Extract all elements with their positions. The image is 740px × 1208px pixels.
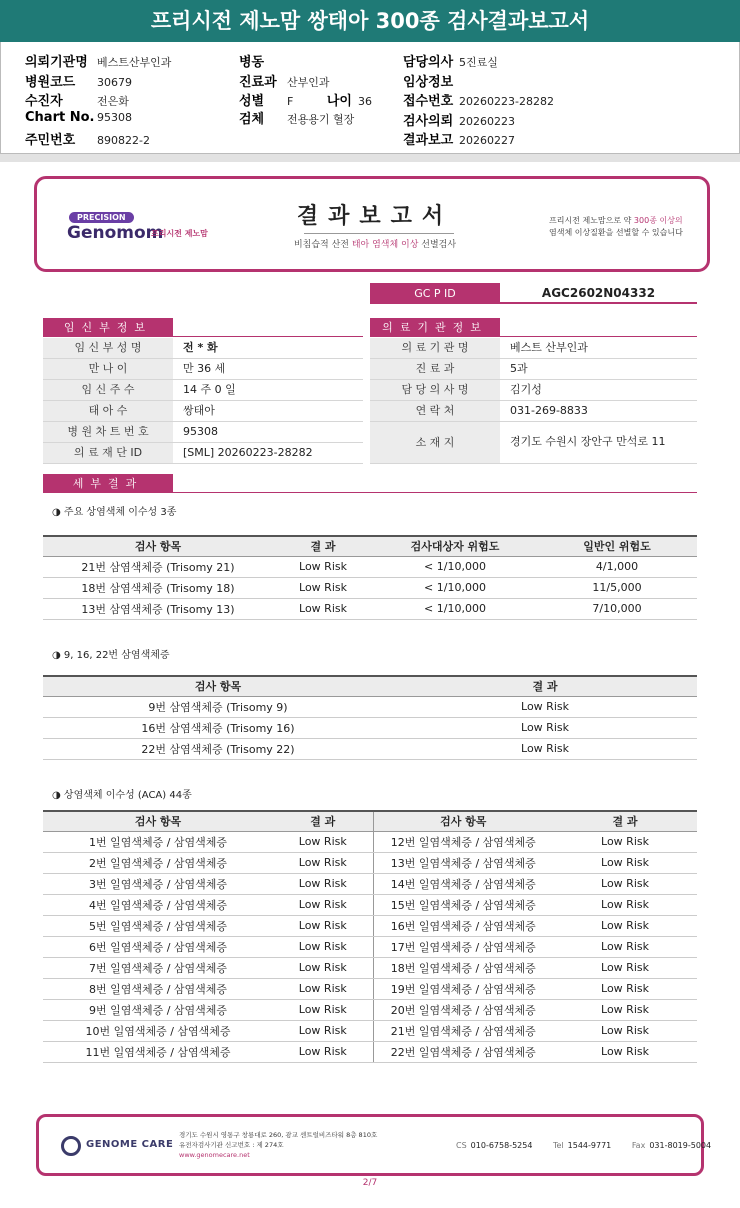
table-cell: Low Risk <box>273 915 373 936</box>
chart-no-value: 95308 <box>97 111 132 124</box>
table-cell: Low Risk <box>553 873 697 894</box>
table-cell: Low Risk <box>273 999 373 1020</box>
table-row <box>43 738 697 759</box>
table-row <box>43 936 697 957</box>
receipt-no-label: 접수번호 <box>403 94 454 109</box>
subtitle-post: 선별검사 <box>418 240 457 250</box>
table-cell: Low Risk <box>273 831 373 852</box>
fax-value: 031-8019-5004 <box>649 1141 712 1150</box>
patient-value: 전은화 <box>97 95 129 108</box>
info-key: 의 료 기 관 명 <box>370 338 500 358</box>
genome-care-logo: GENOME CARE <box>86 1139 174 1150</box>
title-divider <box>304 233 454 234</box>
table-cell: 4/1,000 <box>537 556 697 577</box>
table-row <box>43 696 697 717</box>
table-cell: 13번 삼염색체증 (Trisomy 13) <box>43 598 273 619</box>
table-row <box>43 894 697 915</box>
ward-row <box>239 51 287 70</box>
info-key: 만 나 이 <box>43 359 173 379</box>
tel-label: Tel <box>552 1141 564 1150</box>
footer-contact <box>456 1141 711 1150</box>
table-cell: 15번 일염색체증 / 삼염색체증 <box>373 894 553 915</box>
pregnant-info-heading: 임신부정보 <box>43 318 173 337</box>
col-result: 결 과 <box>273 536 373 556</box>
table-cell: 19번 일염색체증 / 삼염색체증 <box>373 978 553 999</box>
table-cell: 21번 삼염색체증 (Trisomy 21) <box>43 556 273 577</box>
table-cell: Low Risk <box>553 852 697 873</box>
table-cell: Low Risk <box>553 894 697 915</box>
hospital-code-value: 30679 <box>97 76 132 89</box>
section2-title: ◑ 9, 16, 22번 삼염색체증 <box>52 650 170 661</box>
table-cell: Low Risk <box>553 957 697 978</box>
table-cell: Low Risk <box>393 696 697 717</box>
info-value: [SML] 20260223-28282 <box>183 446 313 459</box>
info-value: 경기도 수원시 장안구 만석로 11 <box>510 435 666 448</box>
table-cell: 8번 일염색체증 / 삼염색체증 <box>43 978 273 999</box>
tagline-highlight: 300종 이상의 <box>633 216 683 225</box>
major-aneuploidy-table <box>43 535 697 620</box>
department-row <box>239 71 330 90</box>
pregnant-info-line <box>173 336 363 337</box>
table-cell: 7/10,000 <box>537 598 697 619</box>
sex-row <box>239 90 372 109</box>
department-label: 진료과 <box>239 75 277 90</box>
col-result-2: 결 과 <box>553 811 697 831</box>
medical-info-row <box>370 338 697 359</box>
specimen-value: 전용용기 혈장 <box>287 113 355 126</box>
table-cell: < 1/10,000 <box>373 556 537 577</box>
info-key: 병 원 차 트 번 호 <box>43 422 173 442</box>
precision-tag: PRECISION <box>69 212 134 223</box>
clinical-info-label: 임상정보 <box>403 75 454 90</box>
doctor-label: 담당의사 <box>403 55 454 70</box>
pregnant-info-row <box>43 380 363 401</box>
fax-label: Fax <box>631 1141 646 1150</box>
table-cell: Low Risk <box>393 738 697 759</box>
report-header-frame <box>34 176 710 272</box>
table-cell: Low Risk <box>273 556 373 577</box>
table-row <box>43 577 697 598</box>
info-value: 95308 <box>183 425 218 438</box>
report-title: 프리시전 제노맘 쌍태아 300종 검사결과보고서 <box>0 0 740 42</box>
pregnant-info-row <box>43 401 363 422</box>
table-cell: 7번 일염색체증 / 삼염색체증 <box>43 957 273 978</box>
tagline-line2: 염색체 이상질환을 선별할 수 있습니다 <box>549 228 683 237</box>
footer-frame <box>36 1114 712 1176</box>
chart-no-label: Chart No. <box>25 110 95 125</box>
info-key: 연 락 처 <box>370 401 500 421</box>
patient-row <box>25 90 129 109</box>
department-value: 산부인과 <box>287 76 330 89</box>
footer-address <box>179 1130 377 1160</box>
table-cell: 9번 일염색체증 / 삼염색체증 <box>43 999 273 1020</box>
info-key: 의 료 재 단 ID <box>43 443 173 463</box>
table-cell: 22번 일염색체증 / 삼염색체증 <box>373 1041 553 1062</box>
table-row <box>43 957 697 978</box>
table-row <box>43 852 697 873</box>
table-cell: < 1/10,000 <box>373 577 537 598</box>
col-test-item: 검사 항목 <box>43 811 273 831</box>
specimen-row <box>239 108 354 127</box>
cs-label: CS <box>456 1141 467 1150</box>
section3-title: ◑ 상염색체 이수성 (ACA) 44종 <box>52 790 192 801</box>
table-row <box>43 999 697 1020</box>
col-result: 결 과 <box>393 676 697 696</box>
clinical-info-row <box>403 71 459 90</box>
table-cell: 9번 삼염색체증 (Trisomy 9) <box>43 696 393 717</box>
table-row <box>43 831 697 852</box>
col-result: 결 과 <box>273 811 373 831</box>
genomom-logo-sub: 프리시전 제노맘 <box>151 229 208 238</box>
table-cell: 3번 일염색체증 / 삼염색체증 <box>43 873 273 894</box>
age-label: 나이 <box>326 94 352 109</box>
col-subject-risk: 검사대상자 위험도 <box>373 536 537 556</box>
sex-label: 성별 <box>239 94 265 109</box>
requested-row <box>403 110 515 129</box>
reported-label: 결과보고 <box>403 133 454 148</box>
table-cell: 16번 일염색체증 / 삼염색체증 <box>373 915 553 936</box>
divider-band <box>0 154 740 162</box>
table-row <box>43 915 697 936</box>
institution-value: 베스트산부인과 <box>97 56 172 69</box>
age-value: 36 <box>357 95 372 108</box>
table-cell: Low Risk <box>273 1041 373 1062</box>
pregnant-info-row <box>43 359 363 380</box>
table-cell: 4번 일염색체증 / 삼염색체증 <box>43 894 273 915</box>
requested-label: 검사의뢰 <box>403 114 454 129</box>
table-cell: Low Risk <box>273 936 373 957</box>
table-cell: Low Risk <box>273 598 373 619</box>
address-line2: 유전자검사기관 신고번호 : 제 274호 <box>179 1141 284 1149</box>
table-cell: Low Risk <box>273 577 373 598</box>
info-value: 5과 <box>510 362 528 375</box>
col-test-item: 검사 항목 <box>43 536 273 556</box>
doctor-row <box>403 51 498 70</box>
table-cell: 22번 삼염색체증 (Trisomy 22) <box>43 738 393 759</box>
table-cell: 17번 일염색체증 / 삼염색체증 <box>373 936 553 957</box>
table-row <box>43 717 697 738</box>
medical-info-row <box>370 380 697 401</box>
col-test-item-2: 검사 항목 <box>373 811 553 831</box>
table-cell: Low Risk <box>553 1020 697 1041</box>
section1-title: ◑ 주요 상염색체 이수성 3종 <box>52 507 177 518</box>
gcpid-label: GC P ID <box>370 283 500 304</box>
info-key: 임 신 주 수 <box>43 380 173 400</box>
table-row <box>43 873 697 894</box>
table-cell: 18번 삼염색체증 (Trisomy 18) <box>43 577 273 598</box>
ward-label: 병동 <box>239 55 265 70</box>
aca-44-table <box>43 810 697 1063</box>
table-cell: 11/5,000 <box>537 577 697 598</box>
result-report-title: 결과보고서 <box>296 204 454 229</box>
info-value: 김기성 <box>510 383 542 396</box>
table-cell: 12번 일염색체증 / 삼염색체증 <box>373 831 553 852</box>
page-number: 2/7 <box>362 1178 378 1188</box>
table-cell: Low Risk <box>553 1041 697 1062</box>
table-cell: Low Risk <box>273 894 373 915</box>
medical-info-row <box>370 422 697 464</box>
info-value: 전 * 화 <box>183 341 218 354</box>
genomom-logo: Genomom <box>67 223 164 243</box>
table-cell: Low Risk <box>553 831 697 852</box>
request-info-panel <box>0 42 740 154</box>
reported-value: 20260227 <box>459 134 515 147</box>
subtitle-pre: 비침습적 산전 <box>293 240 352 250</box>
info-key: 소 재 지 <box>370 422 500 463</box>
info-value: 14 주 0 일 <box>183 383 236 396</box>
genome-care-logo-icon <box>61 1136 81 1156</box>
info-key: 임 신 부 성 명 <box>43 338 173 358</box>
medical-info-row <box>370 359 697 380</box>
info-value: 만 36 세 <box>183 362 226 375</box>
info-key: 태 아 수 <box>43 401 173 421</box>
medical-info-row <box>370 401 697 422</box>
table-row <box>43 978 697 999</box>
resident-no-value: 890822-2 <box>97 134 150 147</box>
chart-no-row <box>25 110 132 125</box>
table-cell: Low Risk <box>273 957 373 978</box>
medical-info-heading: 의료기관정보 <box>370 318 500 337</box>
report-tagline <box>549 215 683 239</box>
table-cell: Low Risk <box>553 999 697 1020</box>
table-cell: 18번 일염색체증 / 삼염색체증 <box>373 957 553 978</box>
tel-value: 1544-9771 <box>567 1141 612 1150</box>
specimen-label: 검체 <box>239 112 265 127</box>
detail-heading: 세부결과 <box>43 474 173 493</box>
resident-no-label: 주민번호 <box>25 133 76 148</box>
hospital-code-row <box>25 71 132 90</box>
table-cell: Low Risk <box>553 936 697 957</box>
table-cell: Low Risk <box>273 873 373 894</box>
pregnant-info-row <box>43 422 363 443</box>
table-cell: < 1/10,000 <box>373 598 537 619</box>
pregnant-info-row <box>43 338 363 359</box>
institution-row <box>25 51 171 70</box>
info-value: 쌍태아 <box>183 404 215 417</box>
address-line1: 경기도 수원시 영통구 창룡대로 260, 광교 센트럴비즈타워 8층 810호 <box>179 1131 378 1139</box>
detail-line <box>173 492 697 493</box>
table-cell: 20번 일염색체증 / 삼염색체증 <box>373 999 553 1020</box>
medical-info-line <box>500 336 697 337</box>
gcpid-value: AGC2602N04332 <box>500 283 697 304</box>
table-cell: Low Risk <box>393 717 697 738</box>
doctor-value: 5진료실 <box>459 56 498 69</box>
table-row <box>43 556 697 577</box>
info-key: 담 당 의 사 명 <box>370 380 500 400</box>
col-general-risk: 일반인 위험도 <box>537 536 697 556</box>
institution-label: 의뢰기관명 <box>25 55 88 70</box>
cs-value: 010-6758-5254 <box>470 1141 533 1150</box>
hospital-code-label: 병원코드 <box>25 75 76 90</box>
subtitle-highlight: 태아 염색체 이상 <box>351 240 419 250</box>
receipt-no-value: 20260223-28282 <box>459 95 554 108</box>
reported-row <box>403 129 515 148</box>
table-cell: 16번 삼염색체증 (Trisomy 16) <box>43 717 393 738</box>
table-row <box>43 1041 697 1062</box>
website-link[interactable]: www.genomecare.net <box>179 1151 250 1159</box>
info-value: 베스트 산부인과 <box>510 341 588 354</box>
table-cell: Low Risk <box>273 978 373 999</box>
pregnant-info-row <box>43 443 363 464</box>
tagline-pre: 프리시전 제노맘으로 약 <box>549 216 634 225</box>
table-cell: 1번 일염색체증 / 삼염색체증 <box>43 831 273 852</box>
table-cell: 10번 일염색체증 / 삼염색체증 <box>43 1020 273 1041</box>
sex-value: F <box>287 95 294 108</box>
table-cell: 6번 일염색체증 / 삼염색체증 <box>43 936 273 957</box>
requested-value: 20260223 <box>459 115 515 128</box>
table-cell: Low Risk <box>553 915 697 936</box>
table-cell: Low Risk <box>273 1020 373 1041</box>
patient-label: 수진자 <box>25 94 63 109</box>
table-cell: 21번 일염색체증 / 삼염색체증 <box>373 1020 553 1041</box>
table-cell: Low Risk <box>553 978 697 999</box>
col-test-item: 검사 항목 <box>43 676 393 696</box>
info-value: 031-269-8833 <box>510 404 588 417</box>
info-key: 진 료 과 <box>370 359 500 379</box>
table-cell: 11번 일염색체증 / 삼염색체증 <box>43 1041 273 1062</box>
table-cell: 14번 일염색체증 / 삼염색체증 <box>373 873 553 894</box>
resident-no-row <box>25 129 150 148</box>
table-cell: Low Risk <box>273 852 373 873</box>
trisomy-9-16-22-table <box>43 675 697 760</box>
receipt-no-row <box>403 90 554 109</box>
table-cell: 13번 일염색체증 / 삼염색체증 <box>373 852 553 873</box>
table-cell: 2번 일염색체증 / 삼염색체증 <box>43 852 273 873</box>
table-row <box>43 1020 697 1041</box>
table-cell: 5번 일염색체증 / 삼염색체증 <box>43 915 273 936</box>
table-row <box>43 598 697 619</box>
